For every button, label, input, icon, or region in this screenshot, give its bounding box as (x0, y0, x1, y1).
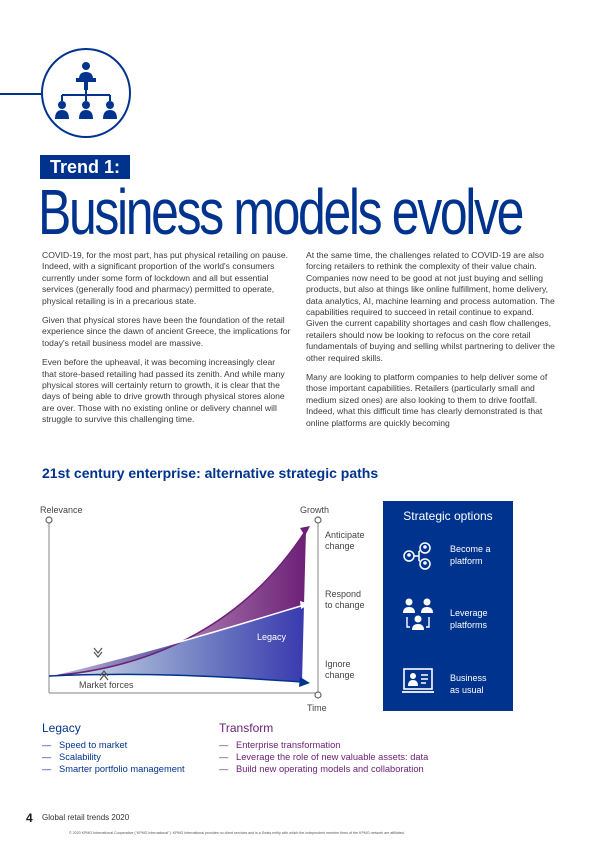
growth-axis-marker (315, 517, 321, 523)
list-item: — Scalability (42, 752, 101, 762)
list-item: — Build new operating models and collaboration (219, 764, 424, 774)
market-forces-label: Market forces (79, 680, 134, 690)
respond-arrowhead (300, 601, 310, 609)
x-axis-label: Time (307, 703, 327, 713)
body-paragraph: COVID-19, for the most part, has put physical retailing on pause. Indeed, with a significant proportion of the world's consumers currently under some form of lockdown and all but essential services (generally food and pharmacy) permitted to operate, physical retailing is in a precarious state. (42, 250, 289, 306)
ignore-label-line1: Ignore (325, 659, 351, 669)
page-number: 4 (26, 811, 33, 825)
ignore-label-line2: change (325, 670, 355, 680)
transform-list (219, 739, 428, 775)
body-paragraph: Many are looking to platform companies to help deliver some of those important capabilities. Retailers (particularly small and medium sized ones) are also looking to them to drive footfall. Indeed, what this difficult time has clearly demonstrated is that online platforms are quickly becoming (306, 372, 548, 428)
option-label-line2: platform (450, 556, 483, 566)
relevance-axis-marker (46, 517, 52, 523)
legacy-heading: Legacy (42, 721, 81, 735)
anticipate-label-line1: Anticipate (325, 530, 365, 540)
list-item: — Smarter portfolio management (42, 764, 185, 774)
figure-title: 21st century enterprise: alternative strategic paths (42, 465, 379, 481)
option-label-line2: platforms (450, 620, 488, 630)
network-icon (401, 541, 435, 571)
anticipate-arrowhead (300, 526, 310, 536)
copyright-notice: © 2020 KPMG International Cooperative ("KPMG International"). KPMG International provides no client services and is a Swiss entity with which the independent member firms of the KPMG network are affiliated. (69, 831, 405, 835)
body-column-right (306, 250, 555, 447)
option-label-line1: Become a (450, 544, 491, 554)
growth-label: Growth (300, 505, 330, 515)
forces-chevron-down-icon (94, 648, 102, 657)
header-rule (0, 93, 44, 95)
time-axis-marker (315, 692, 321, 698)
legacy-region-label: Legacy (257, 632, 287, 642)
presentation-screen-icon (401, 667, 435, 697)
option-leverage-platforms (450, 607, 510, 631)
y-axis-label: Relevance (40, 505, 83, 515)
legacy-list (42, 739, 185, 775)
strategic-options-panel (383, 501, 513, 711)
respond-label-line1: Respond (325, 589, 362, 599)
strategic-paths-diagram (38, 500, 365, 720)
strategic-options-title: Strategic options (403, 509, 493, 523)
page-title: Business models evolve (38, 176, 523, 248)
transform-heading: Transform (219, 721, 274, 735)
list-item: — Leverage the role of new valuable assets: data (219, 752, 429, 762)
respond-label-line2: to change (325, 600, 365, 610)
body-column-left (42, 250, 291, 434)
ignore-arrowhead (299, 677, 310, 687)
anticipate-label-line2: change (325, 541, 355, 551)
org-chart-icon (40, 47, 132, 139)
option-become-platform (450, 543, 510, 567)
people-group-icon (401, 597, 435, 635)
list-item: — Speed to market (42, 740, 128, 750)
option-label-line1: Leverage (450, 608, 488, 618)
trend-label: Trend 1: (40, 155, 130, 179)
option-business-as-usual (450, 672, 510, 696)
body-paragraph: Even before the upheaval, it was becoming increasingly clear that store-based retailing had passed its zenith. And while many physical stores will certainly return to growth, it is clear that the days of being able to drive growth through physical stores alone are over. Those with no existing online or delivery channel will struggle to survive this challenging time. (42, 357, 285, 425)
body-paragraph: At the same time, the challenges related to COVID-19 are also forcing retailers to rethink the complexity of their value chain. Companies now need to be good at not just buying and selling products, but also at things like online fulfillment, home delivery, data analytics, AI, machine learning and process automation. The capabilities required to succeed in retail continue to expand. Given the current capability shortages and cash flow challenges, retailers should now be looking to refocus on the core retail fundamentals of buying and selling whilst partnering to deliver the other required skills. (306, 250, 555, 363)
report-name: Global retail trends 2020 (42, 813, 130, 822)
body-paragraph: Given that physical stores have been the foundation of the retail experience since the dawn of ancient Greece, the implications for today's retail business model are massive. (42, 315, 291, 348)
option-label-line1: Business (450, 673, 487, 683)
list-item: — Enterprise transformation (219, 740, 341, 750)
option-label-line2: as usual (450, 685, 484, 695)
